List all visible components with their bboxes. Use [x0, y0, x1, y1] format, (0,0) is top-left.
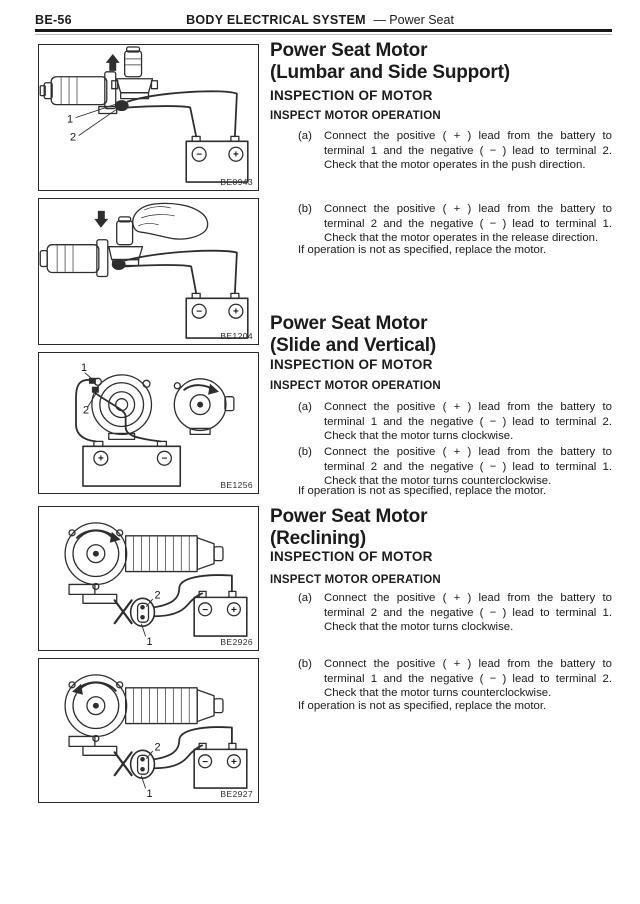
section-title-line1: Power Seat Motor: [270, 313, 428, 334]
inspection-heading: INSPECTION OF MOTOR: [270, 88, 433, 103]
figure-code: BE1256: [220, 480, 253, 490]
motor-connector: [131, 598, 155, 626]
page-header: [0, 13, 640, 27]
replace-note: If operation is not as specified, replace the motor.: [298, 485, 547, 497]
section-title-slide-vertical: [270, 313, 612, 356]
inspection-heading: INSPECTION OF MOTOR: [270, 357, 433, 372]
callout-terminal-2: 2: [70, 131, 77, 144]
terminal-2: [92, 387, 99, 393]
step-b: [270, 445, 612, 489]
battery-positive-sign: +: [232, 149, 239, 161]
battery-positive-sign: +: [97, 453, 104, 465]
figure-lumbar-release: [38, 198, 259, 345]
replace-note: If operation is not as specified, replace the motor.: [298, 700, 547, 712]
motor-connector: [131, 750, 155, 778]
battery-negative-sign: −: [202, 604, 208, 616]
operation-heading: INSPECT MOTOR OPERATION: [270, 574, 441, 586]
section-title-lumbar: [270, 40, 612, 83]
battery-positive-sign: +: [230, 604, 237, 616]
step-a: [270, 129, 612, 173]
header-title: BODY ELECTRICAL SYSTEM: [186, 13, 366, 27]
step-a: [270, 400, 612, 444]
wire-to-positive: [128, 91, 237, 136]
figure-drawing-slide-vertical: [39, 353, 257, 492]
clockwise-arrow-icon: [184, 384, 219, 395]
wire-to-negative: [124, 265, 196, 293]
callout-terminal-2: 2: [154, 741, 161, 754]
up-arrow-icon: [106, 54, 120, 71]
section-title-line2: (Reclining): [270, 527, 366, 549]
step-b: [270, 202, 612, 246]
callout-terminal-2: 2: [82, 404, 90, 417]
step-text: Connect the positive ( + ) lead from the battery to terminal 1 and the negative ( − ) lead to terminal 2. Check that the motor turns clockwise.: [324, 401, 612, 442]
slide-motor-rear-icon: [174, 379, 234, 435]
figure-code: BE1204: [220, 331, 253, 341]
section-title-line2: (Lumbar and Side Support): [270, 61, 510, 83]
step-text: Connect the positive ( + ) lead from the battery to terminal 1 and the negative ( − ) lead to terminal 2. Check that the motor operates in the push direction.: [324, 130, 612, 171]
step-a: [270, 591, 612, 635]
step-label: (a): [298, 130, 312, 142]
battery-icon: [194, 591, 247, 636]
figure-code: BE2926: [220, 637, 253, 647]
figure-drawing-lumbar-push: [39, 45, 257, 189]
figure-code: BE2927: [220, 789, 253, 799]
wire-to-positive: [125, 251, 237, 294]
step-text: Connect the positive ( + ) lead from the battery to terminal 1 and the negative ( − ) lead to terminal 2. Check that the motor turns counterclockwise.: [324, 658, 612, 699]
wire-to-positive: [154, 727, 231, 759]
callout-terminal-1: 1: [146, 636, 153, 649]
step-label: (a): [298, 592, 312, 604]
header-section: — Power Seat: [373, 13, 454, 27]
operation-heading: INSPECT MOTOR OPERATION: [270, 380, 441, 392]
figure-reclining-counterclockwise: [38, 658, 259, 803]
hand-icon: [133, 203, 208, 239]
inspection-heading: INSPECTION OF MOTOR: [270, 549, 433, 564]
header-rule: [35, 29, 612, 32]
figure-drawing-reclining-ccw: [39, 659, 257, 801]
down-arrow-icon: [94, 211, 108, 228]
counterclockwise-arrow-icon: [72, 682, 116, 694]
terminal-callouts: [67, 105, 118, 144]
step-text: Connect the positive ( + ) lead from the battery to terminal 2 and the negative ( − ) lead to terminal 1. Check that the motor turns counterclockwise.: [324, 446, 612, 487]
callout-terminal-1: 1: [67, 113, 74, 126]
step-b: [270, 657, 612, 701]
connector-pigtail-icon: [115, 600, 132, 623]
section-title-reclining: [270, 506, 612, 549]
callout-terminal-1: 1: [80, 361, 88, 374]
battery-icon: [83, 441, 180, 486]
battery-icon: [186, 136, 248, 182]
operation-heading: INSPECT MOTOR OPERATION: [270, 110, 441, 122]
battery-negative-sign: −: [196, 149, 203, 161]
slide-motor-front-icon: [92, 375, 152, 440]
step-text: Connect the positive ( + ) lead from the battery to terminal 2 and the negative ( − ) lead to terminal 1. Check that the motor turns clockwise.: [324, 592, 612, 633]
figure-drawing-lumbar-release: [39, 199, 257, 343]
battery-negative-sign: −: [196, 306, 203, 318]
motor-connector: [112, 259, 126, 270]
lumbar-motor-icon: [40, 47, 157, 114]
figure-drawing-reclining-cw: [39, 507, 257, 649]
step-label: (b): [298, 658, 312, 670]
battery-negative-sign: −: [161, 453, 168, 465]
step-label: (b): [298, 446, 312, 458]
terminal-1: [89, 378, 96, 384]
battery-negative-sign: −: [202, 756, 208, 768]
step-label: (b): [298, 203, 312, 215]
figure-lumbar-push: [38, 44, 259, 191]
figure-slide-vertical-motor: [38, 352, 259, 494]
section-title-line2: (Slide and Vertical): [270, 334, 436, 356]
connector-pigtail-icon: [115, 752, 132, 775]
figure-code: BE0943: [220, 177, 253, 187]
step-text: Connect the positive ( + ) lead from the battery to terminal 2 and the negative ( − ) lead to terminal 1. Check that the motor operates in the release direction.: [324, 203, 612, 244]
wire-to-positive: [154, 575, 231, 607]
page-number: BE-56: [35, 13, 72, 27]
callout-terminal-1: 1: [146, 788, 153, 801]
section-title-line1: Power Seat Motor: [270, 506, 428, 527]
section-title-line1: Power Seat Motor: [270, 40, 428, 61]
lumbar-motor-icon: [40, 217, 142, 277]
step-label: (a): [298, 401, 312, 413]
figure-reclining-clockwise: [38, 506, 259, 651]
battery-positive-sign: +: [232, 306, 239, 318]
clockwise-arrow-icon: [77, 530, 121, 542]
callout-terminal-2: 2: [154, 589, 161, 602]
header-rule-shadow: [35, 34, 612, 35]
battery-icon: [194, 743, 247, 788]
wire-to-negative: [127, 106, 197, 136]
battery-positive-sign: +: [230, 756, 237, 768]
replace-note: If operation is not as specified, replace the motor.: [298, 244, 547, 256]
